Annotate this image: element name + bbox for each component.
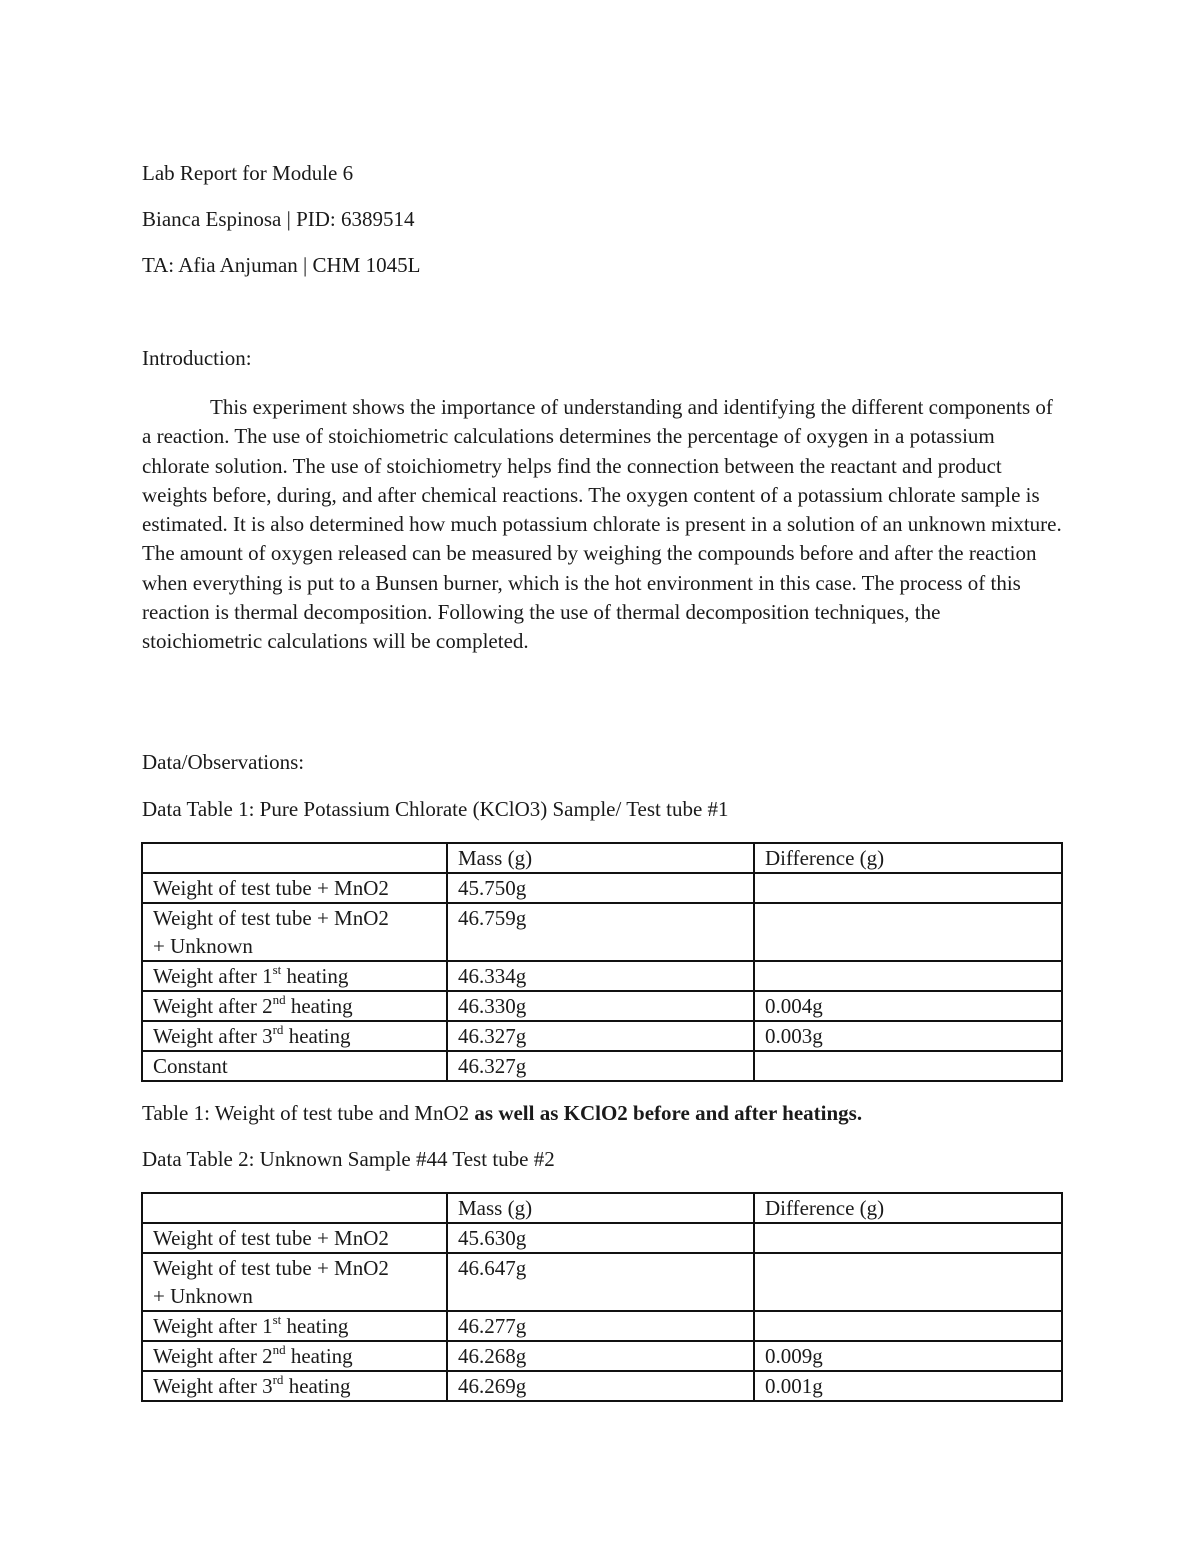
difference-cell: 0.004g	[754, 991, 1062, 1021]
row-label-line: Weight of test tube + MnO2	[153, 906, 389, 930]
row-label	[142, 903, 447, 961]
row-label-text: Weight after 1	[153, 1314, 273, 1338]
difference-cell	[754, 1223, 1062, 1253]
ordinal-suffix: nd	[272, 992, 286, 1007]
table-header-cell: Difference (g)	[754, 1193, 1062, 1223]
table-header-cell: Mass (g)	[447, 1193, 754, 1223]
table-row	[142, 1051, 1062, 1081]
data-observations-heading: Data/Observations:	[142, 750, 305, 774]
difference-cell: 0.001g	[754, 1371, 1062, 1401]
row-label: Weight of test tube + MnO2	[142, 873, 447, 903]
mass-cell: 46.268g	[447, 1341, 754, 1371]
data-table-2	[141, 1192, 1063, 1402]
table1-caption	[142, 1101, 862, 1126]
table-row	[142, 1253, 1062, 1311]
ordinal-suffix: rd	[272, 1022, 284, 1037]
mass-cell: 46.277g	[447, 1311, 754, 1341]
row-label-text: heating	[283, 1374, 351, 1398]
ordinal-suffix: st	[272, 1312, 282, 1327]
row-label-line: Weight of test tube + MnO2	[153, 1256, 389, 1280]
table-row	[142, 1371, 1062, 1401]
mass-cell: 45.630g	[447, 1223, 754, 1253]
row-label-text: Weight after 2	[153, 1344, 273, 1368]
table-row	[142, 1311, 1062, 1341]
row-label-text: Weight after 1	[153, 964, 273, 988]
caption-text: Table 1: Weight of test tube and MnO2	[142, 1101, 475, 1125]
mass-cell: 46.269g	[447, 1371, 754, 1401]
table1-title: Data Table 1: Pure Potassium Chlorate (KClO3) Sample/ Test tube #1	[142, 797, 729, 821]
row-label-text: Weight after 3	[153, 1024, 273, 1048]
row-label-text: heating	[283, 1024, 351, 1048]
caption-bold-text: as well as KClO2 before and after heatings.	[474, 1101, 863, 1125]
row-label-text: heating	[285, 1344, 353, 1368]
table-header-cell	[142, 843, 447, 873]
report-title: Lab Report for Module 6	[142, 161, 354, 185]
row-label	[142, 1311, 447, 1341]
mass-cell: 45.750g	[447, 873, 754, 903]
table2-title: Data Table 2: Unknown Sample #44 Test tube #2	[142, 1147, 555, 1171]
table-row	[142, 873, 1062, 903]
introduction-heading: Introduction:	[142, 346, 252, 370]
table-row	[142, 961, 1062, 991]
row-label	[142, 1021, 447, 1051]
introduction-paragraph: This experiment shows the importance of understanding and identifying the different components of a reaction. The use of stoichiometric calculations determines the percentage of oxygen in a potassium chlorate solution. The use of stoichiometry helps find the connection between the reactant and product weights before, during, and after chemical reactions. The oxygen content of a potassium chlorate sample is estimated. It is also determined how much potassium chlorate is present in a solution of an unknown mixture. The amount of oxygen released can be measured by weighing the compounds before and after the reaction when everything is put to a Bunsen burner, which is the hot environment in this case. The process of this reaction is thermal decomposition. Following the use of thermal decomposition techniques, the stoichiometric calculations will be completed.	[142, 395, 1062, 654]
mass-cell: 46.327g	[447, 1021, 754, 1051]
mass-cell: 46.647g	[447, 1253, 754, 1311]
table-header-cell: Difference (g)	[754, 843, 1062, 873]
row-label-line: + Unknown	[153, 1284, 253, 1308]
student-info: Bianca Espinosa | PID: 6389514	[142, 207, 415, 231]
row-label	[142, 1341, 447, 1371]
row-label-text: Weight after 2	[153, 994, 273, 1018]
row-label: Constant	[142, 1051, 447, 1081]
row-label-line: + Unknown	[153, 934, 253, 958]
difference-cell	[754, 1253, 1062, 1311]
ordinal-suffix: rd	[272, 1372, 284, 1387]
mass-cell: 46.759g	[447, 903, 754, 961]
table-header-cell: Mass (g)	[447, 843, 754, 873]
data-table-1	[141, 842, 1063, 1082]
table-row	[142, 1341, 1062, 1371]
table-header-row	[142, 843, 1062, 873]
difference-cell: 0.009g	[754, 1341, 1062, 1371]
mass-cell: 46.330g	[447, 991, 754, 1021]
row-label	[142, 1253, 447, 1311]
ordinal-suffix: nd	[272, 1342, 286, 1357]
difference-cell	[754, 873, 1062, 903]
ordinal-suffix: st	[272, 962, 282, 977]
table-row	[142, 903, 1062, 961]
row-label-text: heating	[281, 1314, 349, 1338]
difference-cell	[754, 961, 1062, 991]
mass-cell: 46.334g	[447, 961, 754, 991]
difference-cell: 0.003g	[754, 1021, 1062, 1051]
difference-cell	[754, 903, 1062, 961]
row-label	[142, 1371, 447, 1401]
table-row	[142, 1223, 1062, 1253]
row-label	[142, 991, 447, 1021]
table-header-cell	[142, 1193, 447, 1223]
difference-cell	[754, 1311, 1062, 1341]
mass-cell: 46.327g	[447, 1051, 754, 1081]
table-row	[142, 1021, 1062, 1051]
table-header-row	[142, 1193, 1062, 1223]
ta-info: TA: Afia Anjuman | CHM 1045L	[142, 253, 421, 277]
row-label-text: heating	[285, 994, 353, 1018]
row-label: Weight of test tube + MnO2	[142, 1223, 447, 1253]
row-label	[142, 961, 447, 991]
row-label-text: heating	[281, 964, 349, 988]
difference-cell	[754, 1051, 1062, 1081]
table-row	[142, 991, 1062, 1021]
row-label-text: Weight after 3	[153, 1374, 273, 1398]
